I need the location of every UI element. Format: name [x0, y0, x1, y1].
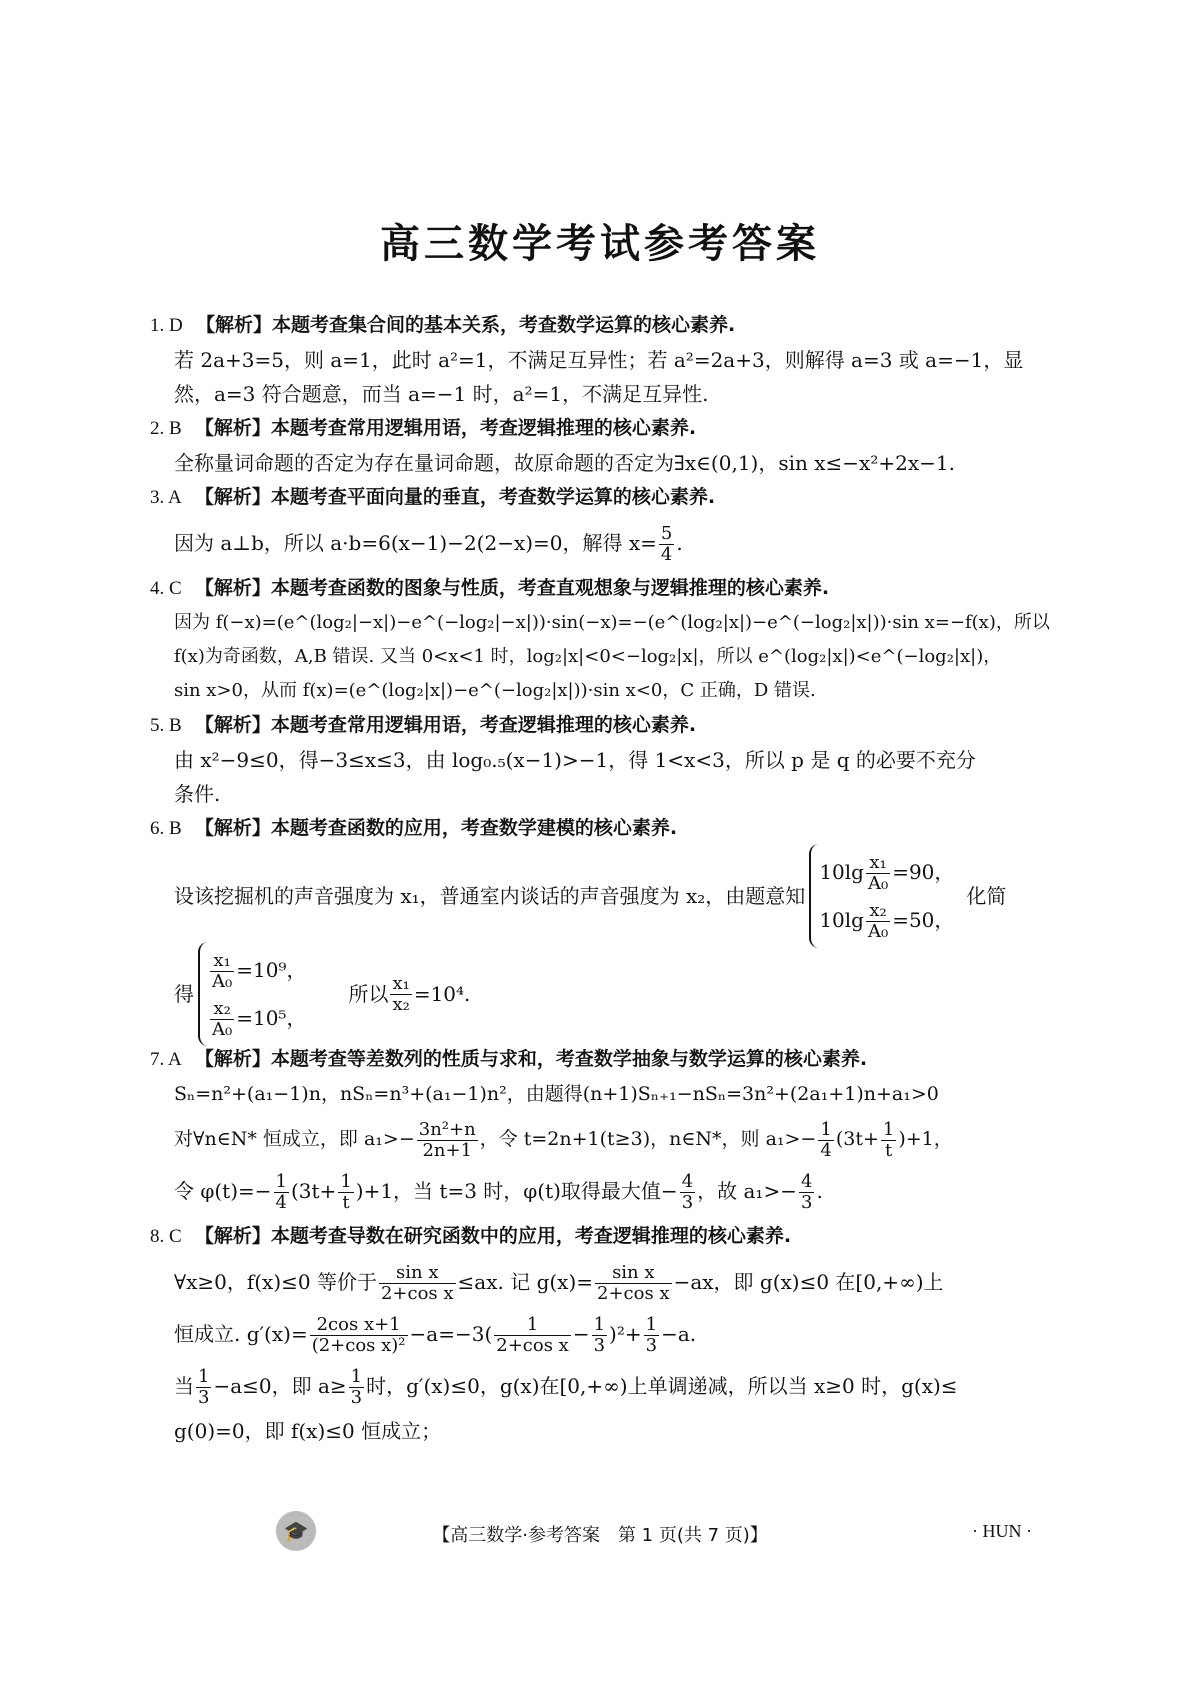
fraction: $\frac{1}{3}$ [198, 1366, 210, 1408]
fraction: $\frac{5}{4}$ [660, 523, 673, 565]
fraction: $\frac{1}{3}$ [593, 1314, 606, 1356]
answer-number: 2. B [150, 418, 182, 439]
answer-number: 1. D [150, 315, 183, 336]
answer-number: 4. C [150, 578, 182, 599]
fraction: $\frac{\text{3n²+n}}{2n+1}$ [418, 1118, 476, 1161]
answer-text: f(x)为奇函数，A,B 错误. 又当 0<x<1 时，log₂|x|<0<−log₂|x|，所以 e^(log₂|x|)<e^(−log₂|x|)， [174, 646, 1002, 667]
answer-text: 令 φ(t)=− $\frac{1}{4}$ (3t+ $\frac{1}{t}$ )+1，当 t=3 时，φ(t)取得最大值− $\frac{4}{3}$ ，故 a₁>− $\frac{4}{3}$ . [174, 1171, 823, 1213]
answer-6 [150, 811, 1034, 1042]
answer-heading: 【解析】本题考查函数的图象与性质，考查直观想象与逻辑推理的核心素养. [194, 577, 830, 599]
fraction: $\frac{\text{2cos x+1}}{\text{(2+cos x)²}}$ [311, 1314, 406, 1356]
answer-3 [150, 480, 1034, 567]
fraction: $\frac{1}{4}$ [275, 1171, 287, 1213]
answer-text: 因为 a⊥b，所以 a·b=6(x−1)−2(2−x)=0，解得 x= $\frac{5}{4}$ . [174, 523, 683, 565]
answer-heading: 【解析】本题考查函数的应用，考查数学建模的核心素养. [194, 817, 678, 839]
answer-list [150, 308, 1050, 1448]
answer-number: 3. A [150, 487, 182, 508]
answer-heading: 【解析】本题考查导数在研究函数中的应用，考查逻辑推理的核心素养. [194, 1225, 792, 1247]
answer-text: ∀x≥0，f(x)≤0 等价于 $\frac{\text{sin x}}{\text{2+cos x}}$ ≤ax. 记 g(x)= $\frac{\text{sin x}}{\text{2+cos x}}$ −ax，即 g(x)≤0 在[0,+∞)上 [174, 1262, 944, 1304]
answer-text: sin x>0，从而 f(x)=(e^(log₂|x|)−e^(−log₂|x|))·sin x<0，C 正确，D 错误. [174, 680, 816, 701]
answer-text: 恒成立. g′(x)= $\frac{\text{2cos x+1}}{\text{(2+cos x)²}}$ −a=−3( $\frac{1}{\text{2+cos x}}$ − $\frac{1}{3}$ )²+ $\frac{1}{3}$ −a. [174, 1314, 697, 1356]
answer-text: g(0)=0，即 f(x)≤0 恒成立； [174, 1419, 442, 1443]
answer-text: 设该挖掘机的声音强度为 x₁，普通室内谈话的声音强度为 x₂，由题意知 10lg $\frac{\text{x₁}}{\text{A₀}}$ =90， 10lg $\frac{\text{x₂}}{\text{A₀}}$ =50， 化简 [174, 846, 1034, 946]
fraction: $\frac{\text{sin x}}{\text{2+cos x}}$ [380, 1262, 454, 1304]
answer-heading: 【解析】本题考查常用逻辑用语，考查逻辑推理的核心素养. [194, 417, 697, 439]
answer-text: 得 $\frac{\text{x₁}}{\text{A₀}}$ =10⁹， $\frac{\text{x₂}}{\text{A₀}}$ =10⁵， 所以 $\frac{\text{x₁}}{\text{x₂}}$ =10⁴. [174, 946, 1034, 1042]
answer-5 [150, 708, 1034, 811]
answer-1 [150, 308, 1034, 411]
answer-text: 由 x²−9≤0，得−3≤x≤3，由 log₀.₅(x−1)>−1，得 1<x<3，所以 p 是 q 的必要不充分 [174, 748, 976, 772]
answer-text: 全称量词命题的否定为存在量词命题，故原命题的否定为∃x∈(0,1)，sin x≤−x²+2x−1. [174, 451, 955, 475]
fraction: $\frac{\text{x₁}}{\text{A₀}}$ [212, 950, 233, 992]
page-title: 高三数学考试参考答案 [380, 221, 820, 267]
fraction: $\frac{1}{4}$ [820, 1118, 832, 1161]
fraction: $\frac{1}{t}$ [340, 1171, 352, 1213]
answer-text: 对∀n∈N* 恒成立，即 a₁>− $\frac{\text{3n²+n}}{2n+1}$ ，令 t=2n+1(t≥3)，n∈N*，则 a₁>− $\frac{1}{4}$ (3t+ $\frac{1}{t}$ )+1， [174, 1118, 953, 1161]
answer-text: 因为 f(−x)=(e^(log₂|−x|)−e^(−log₂|−x|))·sin(−x)=−(e^(log₂|x|)−e^(−log₂|x|))·sin x=−f(x)，所以 [174, 612, 1050, 633]
fraction: $\frac{4}{3}$ [681, 1171, 694, 1213]
answer-heading: 【解析】本题考查常用逻辑用语，考查逻辑推理的核心素养. [194, 714, 697, 736]
page-footer [0, 1517, 1200, 1547]
answer-heading: 【解析】本题考查集合间的基本关系，考查数学运算的核心素养. [195, 314, 736, 336]
fraction: $\frac{\text{sin x}}{\text{2+cos x}}$ [597, 1262, 670, 1304]
answer-text: 若 2a+3=5，则 a=1，此时 a²=1，不满足互异性；若 a²=2a+3，则解得 a=3 或 a=−1，显 [174, 348, 1024, 372]
answer-text: 当 $\frac{1}{3}$ −a≤0，即 a≥ $\frac{1}{3}$ 时，g′(x)≤0，g(x)在[0,+∞)上单调递减，所以当 x≥0 时，g(x)≤ [174, 1366, 958, 1408]
answer-8 [150, 1219, 1034, 1448]
graduation-cap-icon: 🎓 [276, 1511, 316, 1551]
fraction: $\frac{1}{t}$ [882, 1118, 895, 1161]
fraction: $\frac{\text{x₁}}{\text{A₀}}$ [867, 852, 889, 894]
answer-number: 8. C [150, 1226, 182, 1247]
fraction: $\frac{\text{x₂}}{\text{A₀}}$ [212, 998, 233, 1040]
answer-heading: 【解析】本题考查平面向量的垂直，考查数学运算的核心素养. [194, 486, 716, 508]
answer-heading: 【解析】本题考查等差数列的性质与求和，考查数学抽象与数学运算的核心素养. [194, 1048, 868, 1070]
answer-text: 然，a=3 符合题意，而当 a=−1 时，a²=1，不满足互异性. [174, 382, 709, 406]
answer-number: 7. A [150, 1049, 182, 1070]
equation-system: 10lg $\frac{\text{x₁}}{\text{A₀}}$ =90， 10lg $\frac{\text{x₂}}{\text{A₀}}$ =50， [809, 844, 962, 948]
footer-page-label: 【高三数学·参考答案 第 1 页(共 7 页)】 [432, 1525, 768, 1546]
fraction: $\frac{\text{x₁}}{\text{x₂}}$ [392, 972, 410, 1015]
fraction: $\frac{1}{3}$ [645, 1314, 658, 1356]
equation-system: $\frac{\text{x₁}}{\text{A₀}}$ =10⁹， $\frac{\text{x₂}}{\text{A₀}}$ =10⁵， [198, 942, 314, 1046]
answer-4 [150, 571, 1050, 708]
answer-7 [150, 1042, 1034, 1215]
answer-text: Sₙ=n²+(a₁−1)n，nSₙ=n³+(a₁−1)n²，由题得(n+1)Sₙ₊₁−nSₙ=3n²+(2a₁+1)n+a₁>0 [174, 1083, 939, 1105]
fraction: $\frac{1}{3}$ [350, 1366, 363, 1408]
answer-text: 条件. [174, 782, 221, 806]
fraction: $\frac{\text{x₂}}{\text{A₀}}$ [867, 900, 889, 942]
footer-code: · HUN · [972, 1521, 1032, 1541]
fraction: $\frac{4}{3}$ [800, 1171, 813, 1213]
answer-2 [150, 411, 1034, 480]
answer-number: 6. B [150, 818, 182, 839]
answer-number: 5. B [150, 715, 182, 736]
fraction: $\frac{1}{\text{2+cos x}}$ [496, 1314, 569, 1356]
